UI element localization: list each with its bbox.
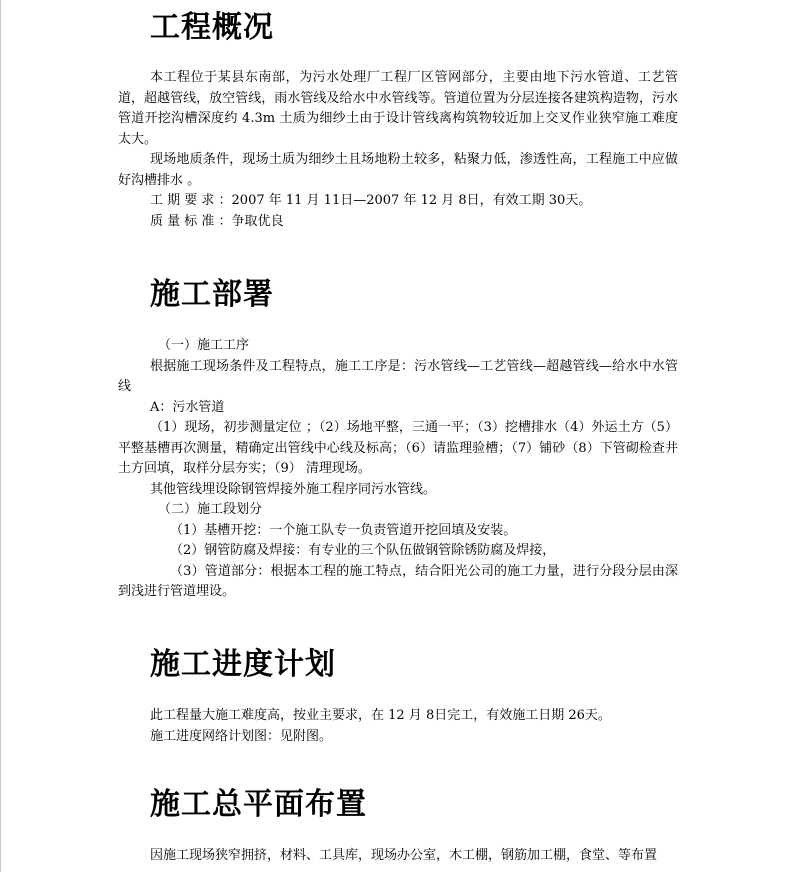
- paragraph: （1）现场，初步测量定位 ；（2）场地平整，三通一平；（3）挖槽排水（4）外运土方（5）平整基槽再次测量，精确定出管线中心线及标高；（6）请监理验槽；（7）铺砂（8）下管砌检查井土方回填，取样分层夯实；（9） 清理现场。: [118, 420, 678, 476]
- paragraph: 质 量 标 准 ：争取优良: [150, 213, 284, 229]
- section-site-layout: [118, 786, 678, 824]
- paragraph: 根据施工现场条件及工程特点，施工工序是：污水管线—工艺管线—超越管线—给水中水管线: [118, 358, 678, 394]
- paragraph: 其他管线埋设除钢管焊接外施工程序同污水管线。: [150, 481, 437, 497]
- subheading: （二）施工段划分: [158, 502, 263, 517]
- paragraph: 因施工现场狭窄拥挤，材料、工具库，现场办公室，木工棚，钢筋加工棚，食堂、等布置: [150, 848, 658, 863]
- paragraph: A：污水管道: [150, 399, 225, 415]
- site-layout-text: [118, 846, 678, 867]
- schedule-text: [118, 706, 678, 747]
- section-deployment: [118, 276, 678, 314]
- section-heading: 施工部署: [150, 277, 274, 312]
- paragraph: 本工程位于某县东南部，为污水处理厂工程厂区管网部分，主要由地下污水管道、工艺管道，超越管线，放空管线，雨水管线及给水中水管线等。管道位置为分层连接各建筑构造物，污水管道开挖沟槽深度约 4.3m 土质为细纱土由于设计管线离构筑物较近加上交叉作业狭窄施工难度太大。: [118, 70, 678, 147]
- paragraph: 工 期 要 求 ：2007 年 11 月 11日—2007 年 12 月 8日，有效工期 30天。: [150, 193, 592, 208]
- page-left-border: [0, 0, 1, 872]
- section-heading: 施工进度计划: [150, 647, 336, 682]
- list-item: （3）管道部分：根据本工程的施工特点，结合阳光公司的施工力量，进行分段分层由深到浅进行管道埋设。: [118, 563, 678, 599]
- paragraph: 此工程量大施工难度高，按业主要求，在 12 月 8日完工，有效施工日期 26天。: [150, 708, 611, 723]
- deployment-text: [118, 336, 678, 603]
- list-item: （2）钢管防腐及焊接：有专业的三个队伍做钢管除锈防腐及焊接，: [170, 543, 556, 558]
- section-overview: [118, 9, 678, 47]
- subheading: （一）施工工序: [158, 338, 250, 353]
- overview-text: [118, 68, 678, 232]
- paragraph: 施工进度网络计划图：见附图。: [150, 728, 333, 744]
- paragraph: 现场地质条件，现场土质为细纱土且场地粉土较多，粘聚力低，渗透性高，工程施工中应做好沟槽排水 。: [118, 152, 678, 188]
- section-heading: 工程概况: [150, 10, 274, 45]
- section-schedule: [118, 646, 678, 684]
- list-item: （1）基槽开挖：一个施工队专一负责管道开挖回填及安装。: [170, 522, 517, 538]
- section-heading: 施工总平面布置: [150, 787, 367, 822]
